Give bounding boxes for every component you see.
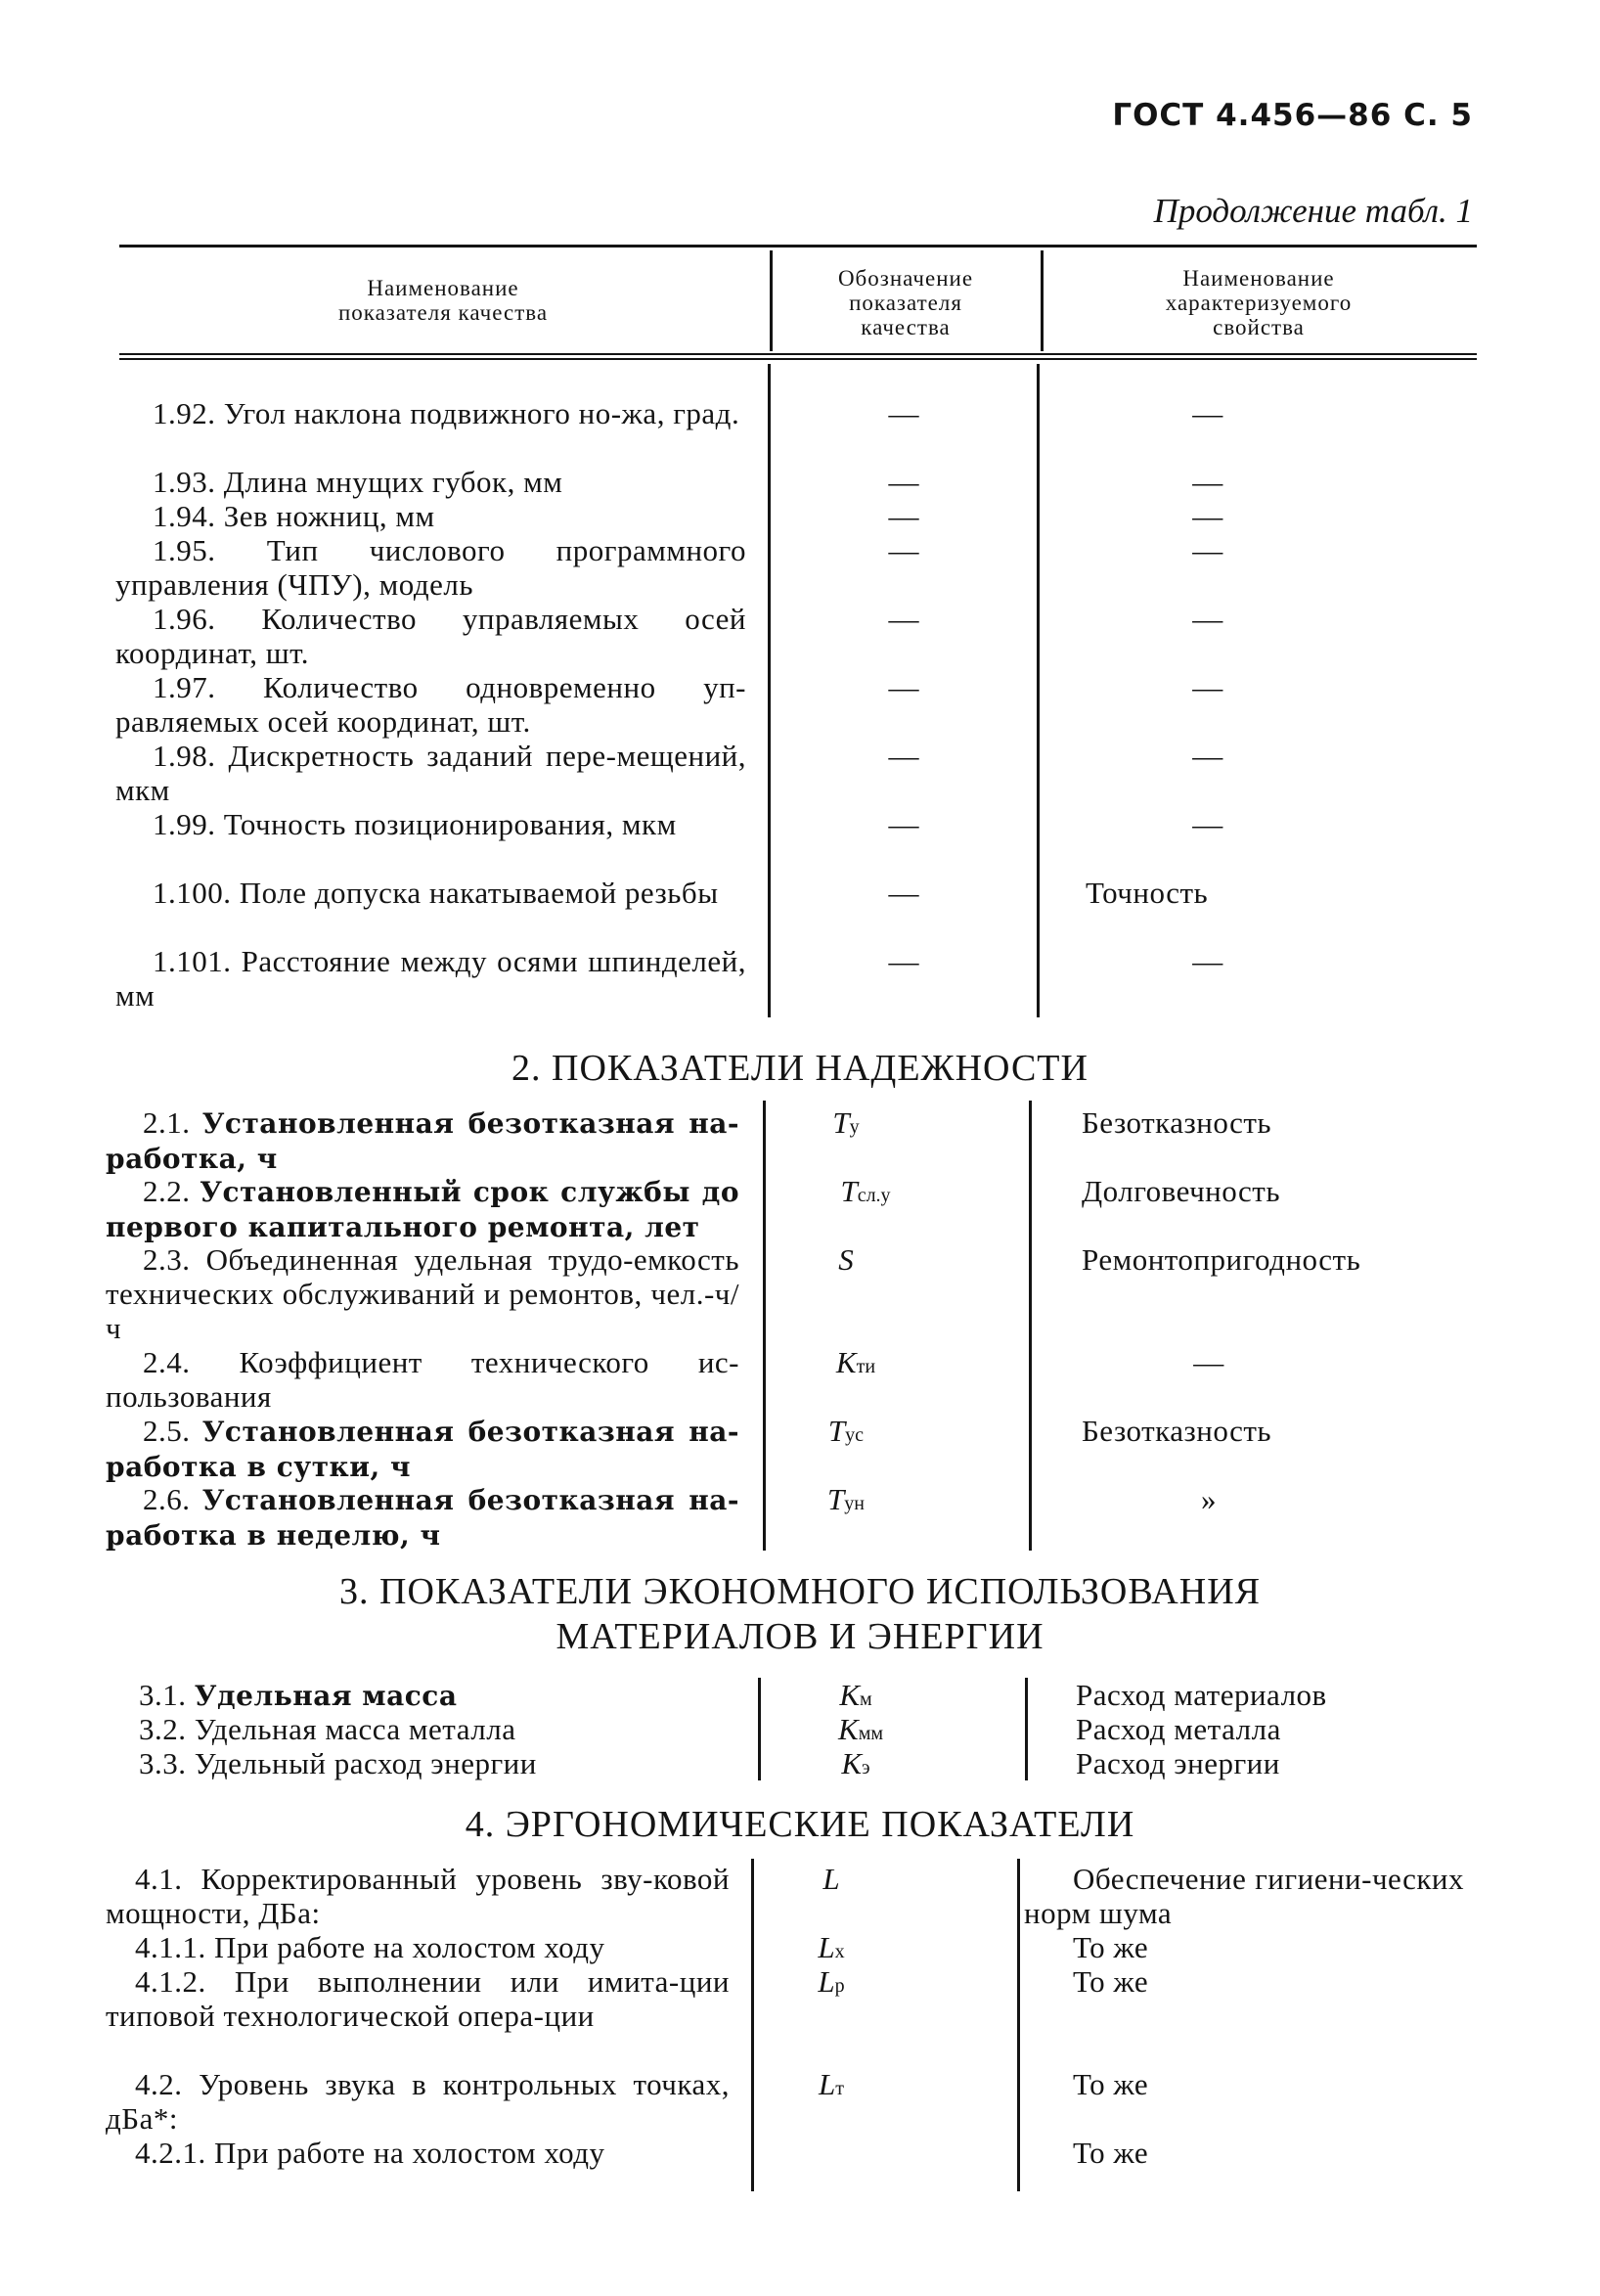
header-rule-2: [119, 358, 1477, 360]
s4-divider-1: [751, 1859, 754, 2191]
header-col3: Наименование характеризуемого свойства: [1165, 266, 1353, 339]
s3-divider-1: [758, 1678, 761, 1780]
header-rule-1: [119, 353, 1477, 355]
s1-divider-2: [1037, 364, 1040, 1017]
header-col1: Наименование показателя качества: [337, 276, 549, 325]
s3-divider-2: [1025, 1678, 1028, 1780]
s2-divider-2: [1029, 1101, 1032, 1551]
section-3-title-line2: МАТЕРИАЛОВ И ЭНЕРГИИ: [556, 1616, 1044, 1657]
s2-divider-1: [763, 1101, 766, 1551]
table-top-rule: [119, 245, 1477, 248]
section-4-title: 4. ЭРГОНОМИЧЕСКИЕ ПОКАЗАТЕЛИ: [465, 1804, 1135, 1845]
section-2-title: 2. ПОКАЗАТЕЛИ НАДЕЖНОСТИ: [511, 1048, 1089, 1089]
standard-header: ГОСТ 4.456—86 С. 5: [1112, 98, 1473, 133]
s1-divider-1: [768, 364, 771, 1017]
table-continuation-label: Продолжение табл. 1: [1153, 192, 1473, 230]
document-page: ГОСТ 4.456—86 С. 5 Продолжение табл. 1 Наименование показателя качества Обозначение показателя качества Наименование характеризуемого свойства 1.92. Угол наклона подвижного но-жа, град. — — 1.93. Длина мнущих губок, мм — — 1.94. Зев ножниц, мм — — 1.95. Тип числового программного управления (ЧПУ), модель — — 1.96. Количество управляемых осей координат, шт. — — 1.97. Количество одновременно уп-равляемых осей координат, шт. — — 1.98. Дискретность заданий пере-мещений, мкм — — 1.99. Точность позиционирования, мкм — — 1.100. Поле допуска накатываемой резьбы — Точность 1.101. Расстояние между осями шпинделей, мм — — 2. ПОКАЗАТЕЛИ НАДЕЖНОСТИ 2.1. Установленная безотказная на-работка, ч Tу Безотказность 2.2. Установленный срок службы до первого капитального ремонта, лет Tсл.у Долговечность 2.3. Объединенная удельная трудо-емкость технических обслуживаний и ремонтов, чел.-ч/ч S Ремонтопригодность 2.4. Коэффициент технического ис-пользования Kти — 2.5. Установленная безотказная на-работка в сутки, ч Tус Безотказность 2.6. Установленная безотказная на-работка в неделю, ч Tун » 3. ПОКАЗАТЕЛИ ЭКОНОМНОГО ИСПОЛЬЗОВАНИЯ МАТЕРИАЛОВ И ЭНЕРГИИ 3.1. Удельная масса Kм Расход материалов 3.2. Удельная масса металла Kмм Расход металла 3.3. Удельный расход энергии Kэ Расход энергии 4. ЭРГОНОМИЧЕСКИЕ ПОКАЗАТЕЛИ 4.1. Корректированный уровень зву-ковой мощности, ДБа: L Обеспечение гигиени-ческих норм шума 4.1.1. При работе на холостом ходу Lх То же 4.1.2. При выполнении или имита-ции типовой технологической опера-ции Lр То же 4.2. Уровень звука в контрольных точках, дБа*: Lт То же 4.2.1. При работе на холостом ходу То же: [0, 0, 1600, 2296]
s4-divider-2: [1017, 1859, 1020, 2191]
header-col2: Обозначение показателя качества: [837, 266, 974, 339]
section-3-title-line1: 3. ПОКАЗАТЕЛИ ЭКОНОМНОГО ИСПОЛЬЗОВАНИЯ: [339, 1571, 1261, 1612]
